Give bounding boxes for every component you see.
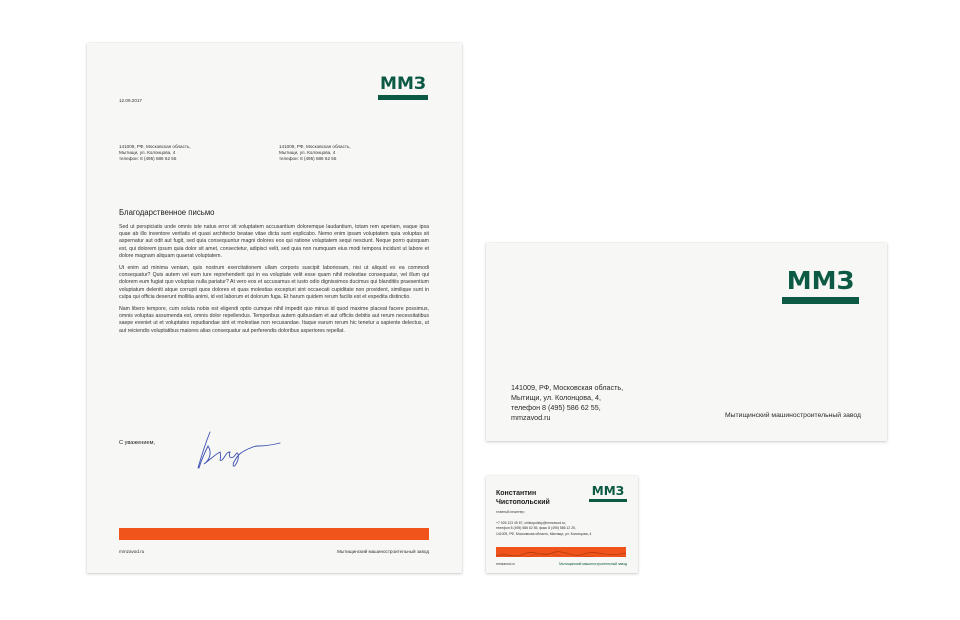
logo-text: ММЗ [591,484,625,498]
pattern-line [496,552,626,556]
address-line: mmzavod.ru [511,413,551,422]
address-line: Мытищи, ул. Колонцова, 4 [119,150,176,155]
letter-footer-site: mmzavod.ru [119,549,145,554]
address-line: телефон: 8 (495) 586 62 55 [279,156,337,161]
signature-stroke [198,432,280,468]
envelope-address [511,383,623,423]
letterhead-sheet [87,43,462,573]
logo-bar [378,95,428,100]
address-line: телефон 8 (495) 586 62 55, [511,403,601,412]
card-role: главный инженер [496,510,525,514]
body-paragraph: Sed ut perspiciatis unde omnis iste natus error sit voluptatem accusantium doloremque laudantium, totam rem aperiam, eaque ipsa quae ab illo inventore veritatis et quasi architecto beatae vitae dicta sunt explicabo. Nemo enim ipsam voluptatem quia voluptas sit aspernatur aut odit aut fugit, sed quia consequuntur magni dolores eos qui ratione voluptatem sequi nesciunt. Neque porro quisquam est, qui dolorem ipsum quia dolor sit amet, consectetur, adipisci velit, sed quia non numquam eius modi tempora incidunt ut labore et dolore magnam aliquam quaerat voluptatem. [119,224,429,259]
address-line: Мытищи, ул. Колонцова, 4, [511,393,602,402]
card-footer-company: Мытищинский машиностроительный завод [559,562,627,566]
envelope-logo [782,268,859,304]
card-name [496,490,550,507]
address-line: телефон: 8 (495) 586 62 55 [119,156,177,161]
letter-heading: Благодарственное письмо [119,208,215,217]
logo-text: ММЗ [786,266,855,295]
address-line: 141009, РФ, Московская область, [511,383,624,392]
handwritten-signature [192,428,282,476]
card-first-name: Константин [496,490,537,497]
letter-body [119,224,429,340]
address-line: 141009, РФ, Московская область, [119,144,191,149]
card-footer-site: mmzavod.ru [496,562,515,566]
letter-footer-company: Мытищинский машиностроительный завод [337,549,429,554]
card-accent-pattern [496,547,626,557]
body-paragraph: Nam libero tempore, cum soluta nobis est eligendi optio cumque nihil impedit quo minus id quod maxime placeat facere possimus, omnis voluptas assumenda est, omnis dolor repellendus. Temporibus autem quibusdam et aut officiis debitis aut rerum necessitatibus saepe eveniet ut et voluptates repudiandae sint et molestiae non recusandae. Itaque earum rerum hic tenetur a sapiente delectus, ut aut reiciendis voluptatibus maiores alias consequatur aut perferendis doloribus asperiores repellat. [119,306,429,334]
envelope [486,243,887,441]
contact-line: +7 926 123 45 67, chistopolsky@mmzavod.ru, [496,521,566,525]
card-contacts [496,521,591,537]
pattern-line [496,553,626,557]
card-logo [589,485,627,502]
letter-date: 12.09.2017 [119,98,142,103]
recipient-address [279,144,351,162]
business-card [486,476,638,573]
logo-bar [589,499,627,502]
address-line: Мытищи, ул. Колонцова, 4 [279,150,336,155]
letter-accent-bar [119,528,429,540]
closing-regards: С уважением, [119,440,155,446]
logo-bar [782,297,859,304]
card-pattern-graphic [496,550,626,557]
sender-address [119,144,191,162]
logo-text: ММЗ [380,74,426,94]
contact-line: 141009, РФ, Московская область, Мытищи, ул. Колонцова, 4 [496,531,592,536]
body-paragraph: Ut enim ad minima veniam, quis nostrum exercitationem ullam corporis suscipit laboriosam, nisi ut aliquid ex ea commodi consequatur? Quis autem vel eum iure reprehenderit qui in ea voluptate velit esse quam nihil molestiae consequatur, vel illum qui dolorem eum fugiat quo voluptas nulla pariatur? At vero eos et accusamus et iusto odio dignissimos ducimus qui blanditiis praesentium voluptatum deleniti atque corrupti quos dolores et quas molestias excepturi sint occaecati cupiditate non provident, similique sunt in culpa qui officia deserunt mollitia animi, id est laborum et dolorum fuga. Et harum quidem rerum facilis est et expedita distinctio. [119,265,429,300]
address-line: 141009, РФ, Московская область, [279,144,351,149]
envelope-company: Мытищинский машиностроительный завод [724,412,861,419]
contact-line: телефон 8 (495) 586 62 55, факс 8 (495) 586 12 25, [496,526,576,531]
letter-logo [378,76,428,100]
card-last-name: Чистопольский [496,498,550,506]
